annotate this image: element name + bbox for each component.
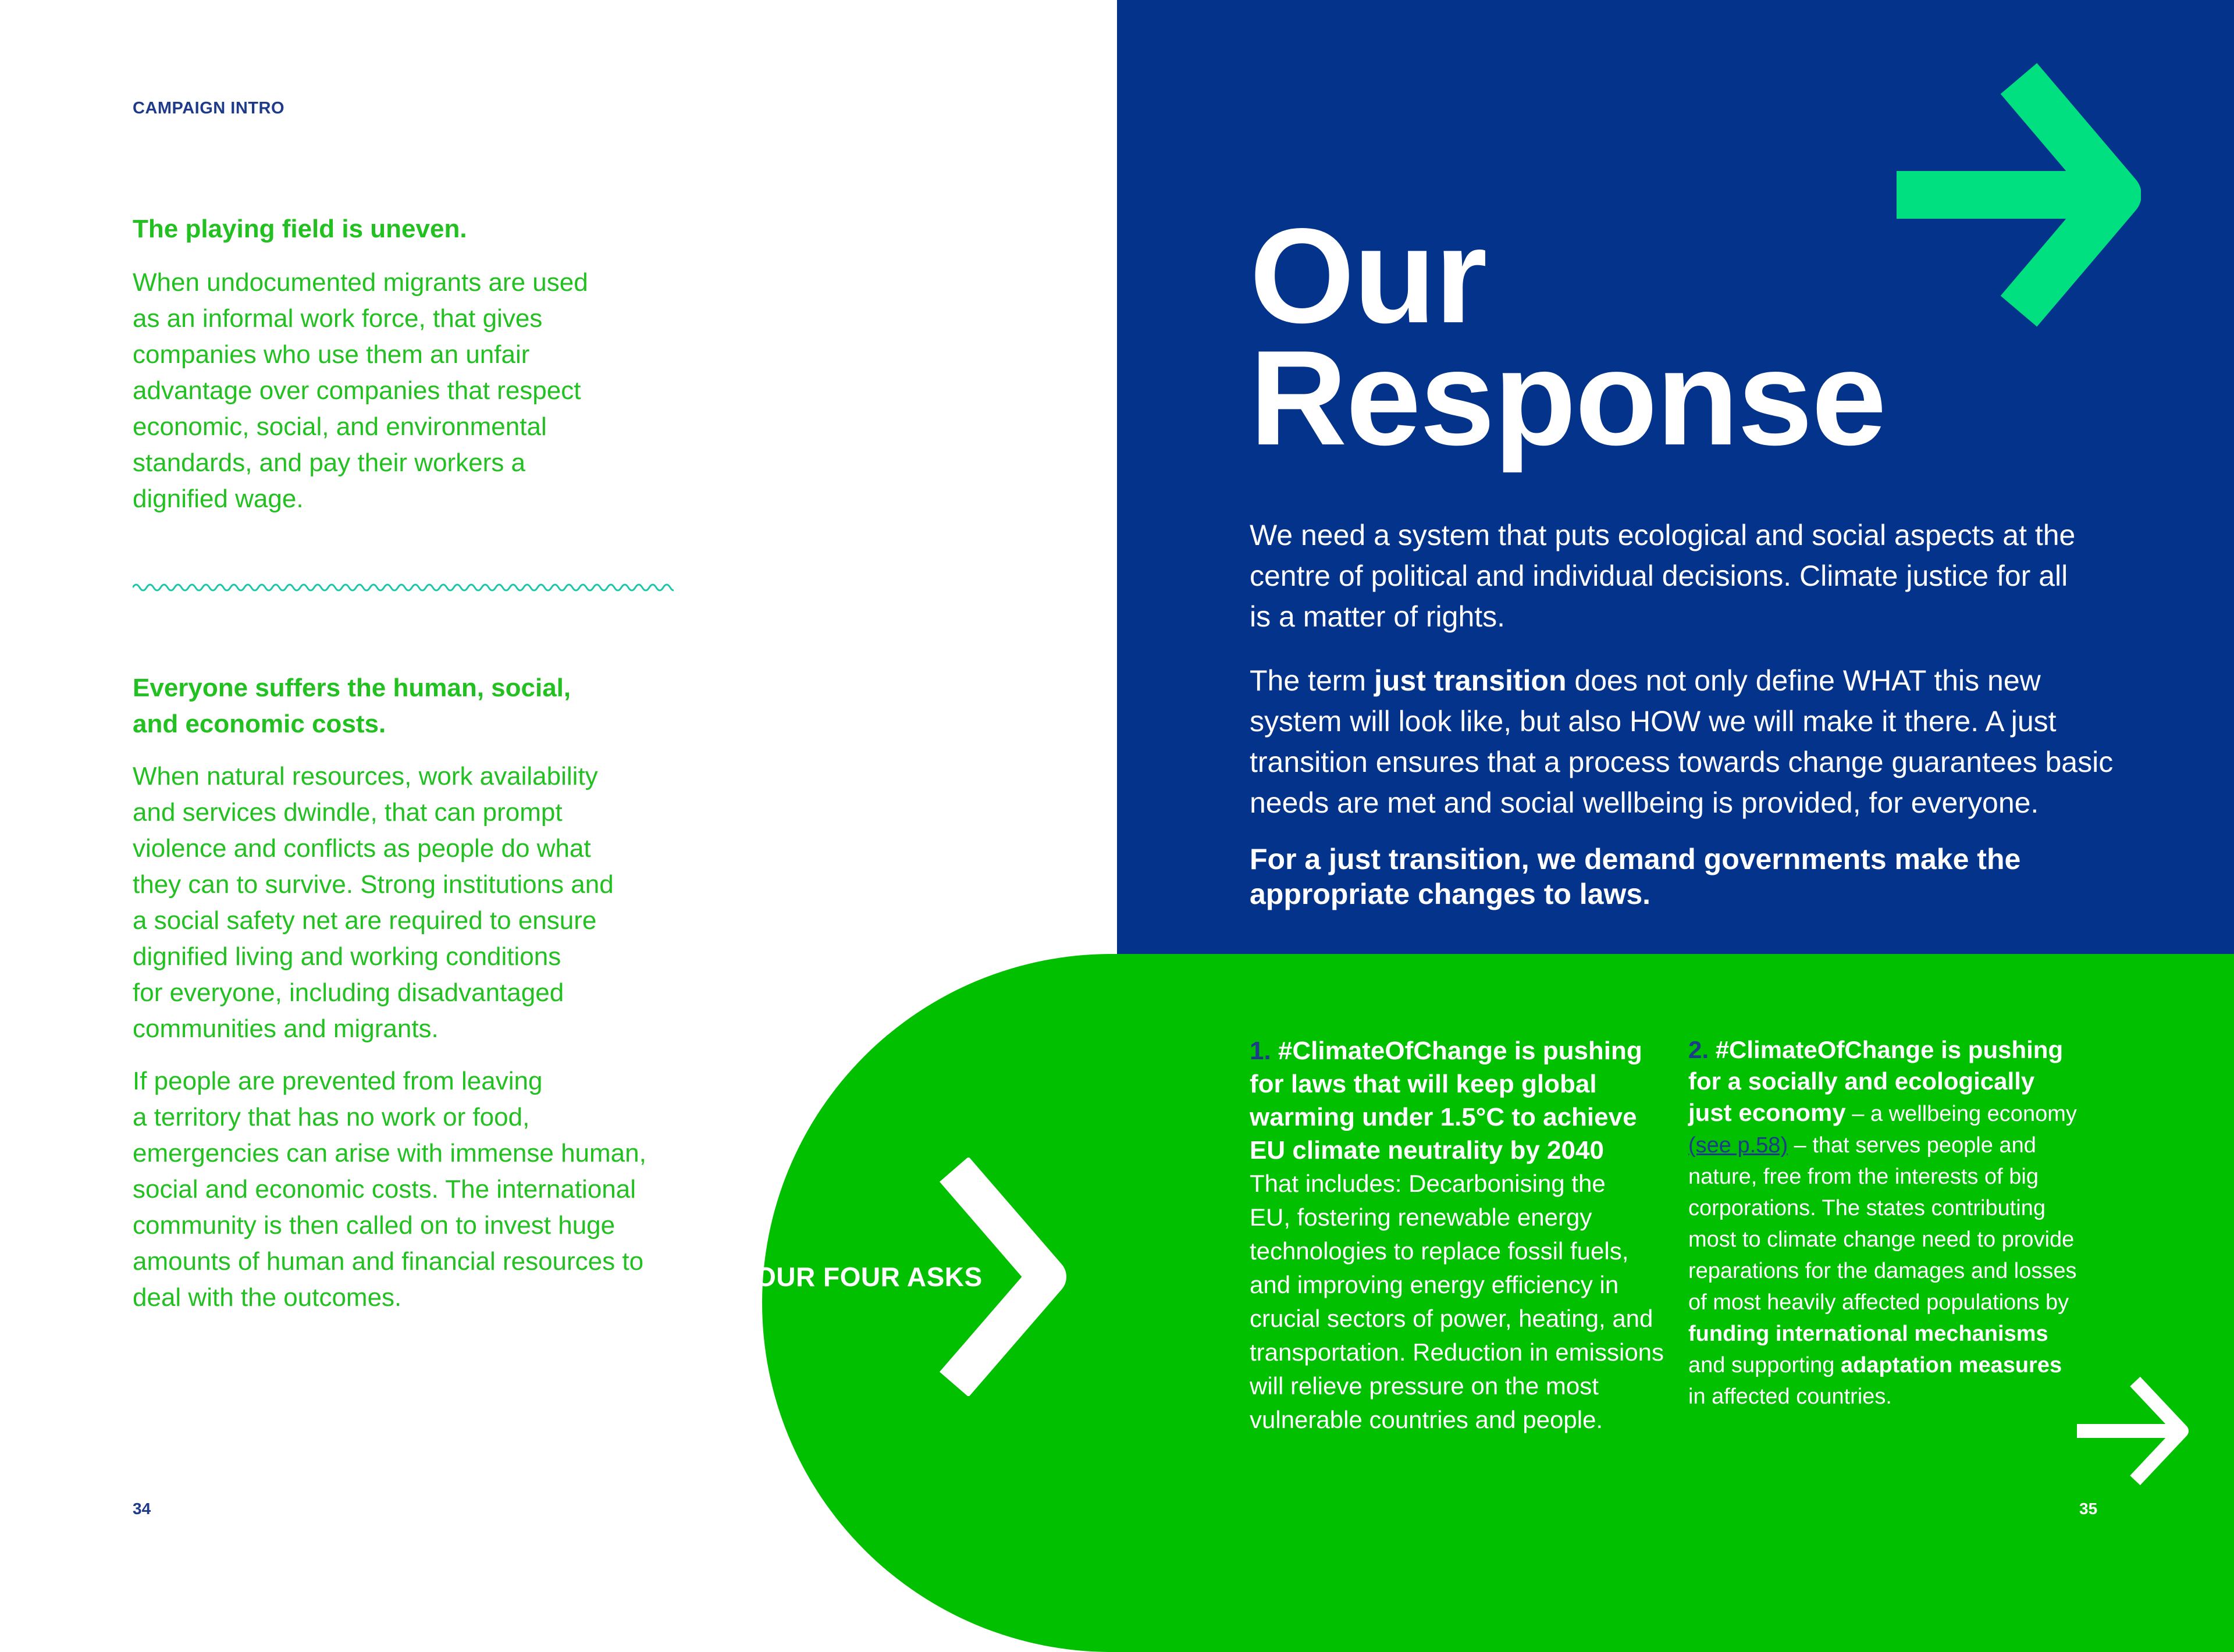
ask-line — [1688, 1350, 2107, 1381]
demand-line: For a just transition, we demand governments make the — [1250, 843, 2021, 875]
para-line: for everyone, including disadvantaged — [133, 978, 564, 1007]
ask-heading-line: for a socially and ecologically — [1688, 1067, 2035, 1095]
para-line: deal with the outcomes. — [133, 1283, 402, 1312]
ask-body-line: technologies to replace fossil fuels, — [1250, 1237, 1629, 1265]
four-asks-label: OUR FOUR ASKS — [755, 1262, 983, 1292]
ask-number: 1. — [1250, 1037, 1271, 1065]
para-line: When natural resources, work availability — [133, 762, 598, 791]
para-line: dignified living and working conditions — [133, 942, 561, 971]
block-heading-line: and economic costs. — [133, 710, 386, 738]
text-run: – a wellbeing economy — [1845, 1102, 2077, 1126]
page-number-right: 35 — [2079, 1500, 2098, 1518]
demand-line: appropriate changes to laws. — [1250, 878, 1651, 910]
para-line — [1250, 660, 2204, 701]
ask-line: in affected countries. — [1688, 1384, 1892, 1409]
para-line: needs are met and social wellbeing is provided, for everyone. — [1250, 786, 2039, 819]
para-line: When undocumented migrants are used — [133, 268, 588, 297]
ask-number: 2. — [1688, 1036, 1709, 1063]
para-line: they can to survive. Strong institutions and — [133, 870, 614, 899]
page-title — [1250, 201, 1886, 473]
ask-body-line: EU, fostering renewable energy — [1250, 1204, 1592, 1231]
next-arrow-icon[interactable] — [2071, 1373, 2199, 1489]
bold-term: funding international mechanisms — [1688, 1322, 2048, 1346]
ask-body-line: and improving energy efficiency in — [1250, 1271, 1619, 1298]
ask-body-line: vulnerable countries and people. — [1250, 1406, 1603, 1433]
ask-line: of most heavily affected populations by — [1688, 1290, 2069, 1315]
title-line: Our — [1250, 201, 1486, 351]
ask-line: corporations. The states contributing — [1688, 1196, 2046, 1220]
ask-body-line: crucial sectors of power, heating, and — [1250, 1305, 1653, 1332]
para-line: centre of political and individual decisions. Climate justice for all — [1250, 560, 2068, 592]
arrow-right-mint-icon — [1885, 55, 2141, 334]
ask-line — [1688, 1130, 2107, 1161]
para-line: amounts of human and financial resources to — [133, 1247, 644, 1276]
ask-2 — [1688, 1034, 2107, 1412]
para-line: a social safety net are required to ensure — [133, 906, 597, 935]
ask-body-line: transportation. Reduction in emissions — [1250, 1338, 1664, 1366]
page-number-left: 34 — [133, 1500, 151, 1518]
title-line: Response — [1250, 323, 1886, 473]
ask-heading-line: for laws that will keep global — [1250, 1070, 1597, 1098]
para-line: We need a system that puts ecological and social aspects at the — [1250, 519, 2076, 551]
ask-heading-text: #ClimateOfChange is pushing — [1709, 1036, 2064, 1063]
text-run: does not only define WHAT this new — [1566, 664, 2041, 697]
ask-heading-text: just economy — [1688, 1099, 1846, 1126]
para-line: transition ensures that a process towards change guarantees basic — [1250, 746, 2114, 778]
block-costs — [133, 670, 714, 1316]
para-line: and services dwindle, that can prompt — [133, 798, 563, 827]
wavy-divider — [133, 578, 674, 597]
para-line: dignified wage. — [133, 485, 304, 513]
ask-heading — [1250, 1034, 1686, 1067]
block-heading-line: Everyone suffers the human, social, — [133, 674, 571, 702]
para-line: If people are prevented from leaving — [133, 1067, 543, 1095]
para-line: violence and conflicts as people do what — [133, 834, 591, 863]
para-line: social and economic costs. The international — [133, 1175, 636, 1204]
para-line: system will look like, but also HOW we will make it there. A just — [1250, 705, 2057, 738]
para-line: communities and migrants. — [133, 1014, 439, 1043]
ask-heading-line: EU climate neutrality by 2040 — [1250, 1136, 1604, 1165]
response-intro — [1250, 515, 2204, 912]
text-run: – that serves people and — [1788, 1133, 2036, 1158]
ask-body-line: That includes: Decarbonising the — [1250, 1170, 1606, 1197]
para-line: standards, and pay their workers a — [133, 448, 526, 477]
para-line: is a matter of rights. — [1250, 600, 1506, 633]
section-label: CAMPAIGN INTRO — [133, 99, 285, 118]
para-line: community is then called on to invest huge — [133, 1211, 616, 1240]
para-line: companies who use them an unfair — [133, 340, 530, 369]
block-heading: The playing field is uneven. — [133, 215, 467, 243]
text-run: The term — [1250, 664, 1374, 697]
ask-1 — [1250, 1034, 1686, 1437]
para-line: a territory that has no work or food, — [133, 1103, 530, 1131]
ask-line — [1688, 1318, 2107, 1350]
see-page-link[interactable]: (see p.58) — [1688, 1133, 1788, 1158]
para-line: advantage over companies that respect — [133, 376, 581, 405]
ask-heading-text: #ClimateOfChange is pushing — [1271, 1037, 1642, 1065]
bold-term: adaptation measures — [1840, 1353, 2062, 1377]
bold-term: just transition — [1374, 664, 1567, 697]
para-line: as an informal work force, that gives — [133, 304, 543, 333]
block-uneven — [133, 211, 656, 517]
ask-heading-line: warming under 1.5°C to achieve — [1250, 1103, 1637, 1131]
ask-heading — [1688, 1034, 2107, 1066]
ask-body-line: will relieve pressure on the most — [1250, 1372, 1599, 1400]
ask-line: reparations for the damages and losses — [1688, 1259, 2077, 1283]
para-line: economic, social, and environmental — [133, 412, 547, 441]
text-run: and supporting — [1688, 1353, 1841, 1377]
ask-line: most to climate change need to provide — [1688, 1227, 2075, 1252]
ask-line: nature, free from the interests of big — [1688, 1165, 2039, 1189]
ask-line — [1688, 1097, 2107, 1130]
para-line: emergencies can arise with immense human, — [133, 1139, 646, 1167]
